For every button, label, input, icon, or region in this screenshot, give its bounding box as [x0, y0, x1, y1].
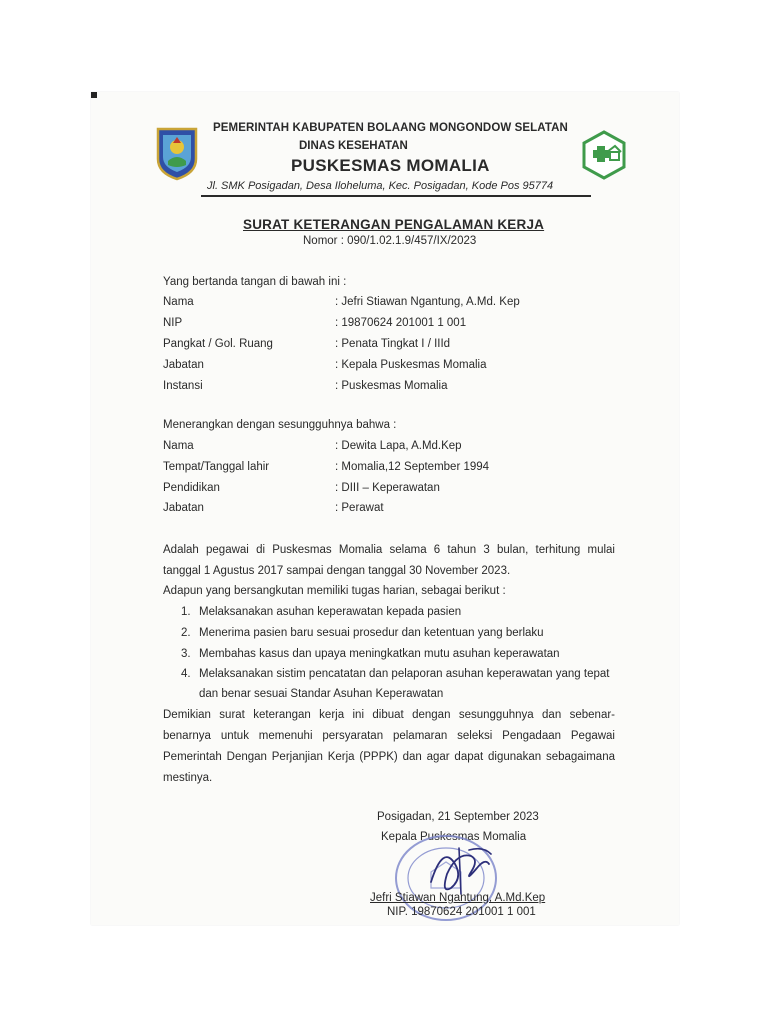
letter-number: Nomor : 090/1.02.1.9/457/IX/2023	[303, 235, 477, 247]
duty-item-continuation: dan benar sesuai Standar Asuhan Keperawatan	[199, 688, 444, 700]
signer-nip-signature: NIP. 19870624 201001 1 001	[387, 906, 536, 918]
signer-rank-value: : Penata Tingkat I / IIId	[335, 338, 451, 350]
puskesmas-logo-icon	[579, 130, 629, 180]
signer-name-value: : Jefri Stiawan Ngantung, A.Md. Kep	[335, 296, 520, 308]
signer-agency-label: Instansi	[163, 380, 203, 392]
duty-number: 1.	[181, 606, 191, 618]
duties-intro: Adapun yang bersangkutan memiliki tugas harian, sebagai berikut :	[163, 585, 506, 597]
letterhead-divider	[201, 195, 591, 197]
duty-number: 2.	[181, 627, 191, 639]
signature-position: Kepala Puskesmas Momalia	[381, 831, 527, 843]
subject-position-value: : Perawat	[335, 502, 384, 514]
subject-name-label: Nama	[163, 440, 194, 452]
subject-education-label: Pendidikan	[163, 482, 220, 494]
letterhead-institution: PUSKESMAS MOMALIA	[291, 156, 490, 175]
letterhead-department: DINAS KESEHATAN	[299, 140, 408, 152]
duty-number: 4.	[181, 668, 191, 680]
scan-mark	[91, 92, 97, 98]
closing-line2: benarnya untuk memenuhi persyaratan pelamaran seleksi Pengadaan Pegawai	[163, 730, 615, 742]
duty-number: 3.	[181, 648, 191, 660]
subject-position-label: Jabatan	[163, 502, 204, 514]
signer-name-label: Nama	[163, 296, 194, 308]
closing-line4: mestinya.	[163, 772, 213, 784]
closing-line1: Demikian surat keterangan kerja ini dibuat dengan sesungguhnya dan sebenar-	[163, 709, 615, 721]
duty-item: Melaksanakan sistim pencatatan dan pelaporan asuhan keperawatan yang tepat	[199, 668, 610, 680]
intro-text: Yang bertanda tangan di bawah ini :	[163, 276, 347, 288]
employment-period-line2: tanggal 1 Agustus 2017 sampai dengan tanggal 30 November 2023.	[163, 565, 511, 577]
duty-item: Menerima pasien baru sesuai prosedur dan ketentuan yang berlaku	[199, 627, 544, 639]
subject-birth-label: Tempat/Tanggal lahir	[163, 461, 270, 473]
subject-name-value: : Dewita Lapa, A.Md.Kep	[335, 440, 462, 452]
employment-period-line1: Adalah pegawai di Puskesmas Momalia selama 6 tahun 3 bulan, terhitung mulai	[163, 544, 615, 556]
signer-nip-value: : 19870624 201001 1 001	[335, 317, 467, 329]
regency-emblem-icon	[154, 125, 200, 181]
letter-page	[91, 92, 679, 925]
signer-position-value: : Kepala Puskesmas Momalia	[335, 359, 487, 371]
statement-intro: Menerangkan dengan sesungguhnya bahwa :	[163, 419, 397, 431]
subject-education-value: : DIII – Keperawatan	[335, 482, 440, 494]
signer-position-label: Jabatan	[163, 359, 204, 371]
signature-place-date: Posigadan, 21 September 2023	[377, 811, 539, 823]
signer-name-signature: Jefri Stiawan Ngantung, A.Md.Kep	[370, 892, 546, 904]
signer-agency-value: : Puskesmas Momalia	[335, 380, 448, 392]
subject-birth-value: : Momalia,12 September 1994	[335, 461, 490, 473]
signer-rank-label: Pangkat / Gol. Ruang	[163, 338, 273, 350]
letterhead-government: PEMERINTAH KABUPATEN BOLAANG MONGONDOW SELATAN	[213, 122, 568, 134]
duty-item: Melaksanakan asuhan keperawatan kepada pasien	[199, 606, 462, 618]
letterhead-address: Jl. SMK Posigadan, Desa Iloheluma, Kec. Posigadan, Kode Pos 95774	[207, 180, 554, 192]
duty-item: Membahas kasus dan upaya meningkatkan mutu asuhan keperawatan	[199, 648, 560, 660]
closing-line3: Pemerintah Dengan Perjanjian Kerja (PPPK) dan agar dapat digunakan sebagaimana	[163, 751, 615, 763]
letter-title: SURAT KETERANGAN PENGALAMAN KERJA	[243, 217, 545, 232]
signer-nip-label: NIP	[163, 317, 183, 329]
